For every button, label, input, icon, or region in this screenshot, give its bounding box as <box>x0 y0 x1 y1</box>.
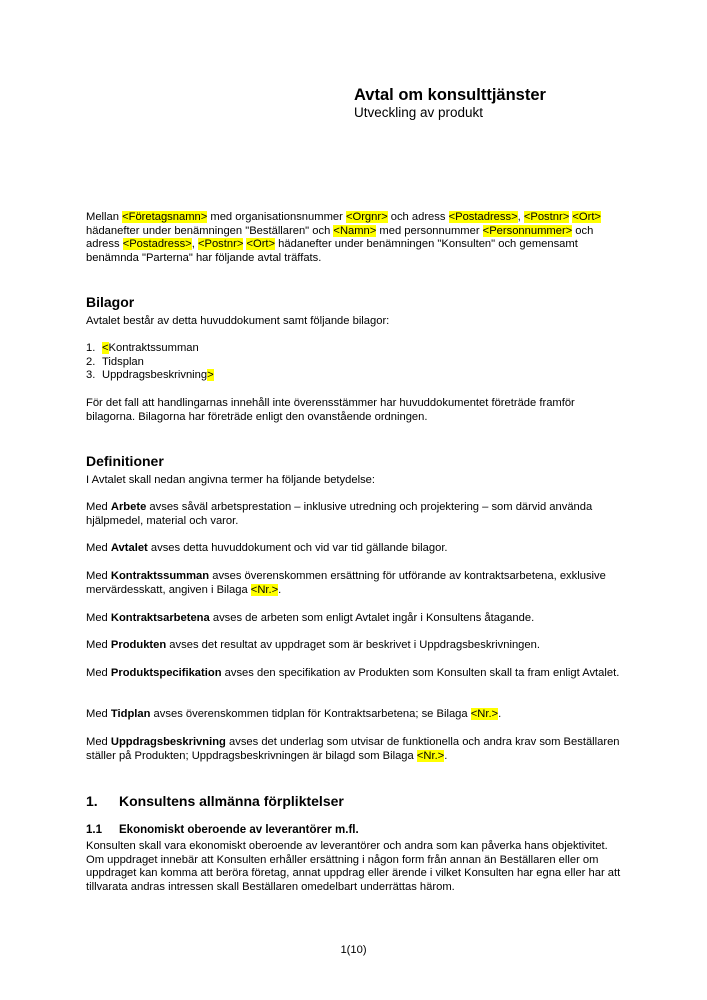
placeholder-field: <Ort> <box>246 238 276 251</box>
definition-text: Med <box>86 542 111 554</box>
definition-item <box>86 639 626 653</box>
definition-text: Med <box>86 501 111 513</box>
intro-text: och adress <box>86 224 594 251</box>
document-title: Avtal om konsulttjänster <box>354 86 546 104</box>
placeholder-field: <Personnummer> <box>482 224 573 237</box>
list-number: 3. <box>86 369 96 382</box>
intro-text: hädanefter under benämningen "Konsulten" och gemensamt benämnda "Parterna" har följande avtal träffats. <box>86 238 578 265</box>
placeholder-field: < <box>102 342 109 354</box>
definition-text: Med <box>86 736 111 748</box>
intro-text: Mellan <box>86 211 123 223</box>
section-number: 1. <box>86 793 98 809</box>
definition-term: Uppdragsbeskrivning <box>110 736 226 748</box>
definition-term: Avtalet <box>110 542 148 554</box>
page-number: 1(10) <box>340 944 367 956</box>
placeholder-field: <Nr.> <box>250 583 279 596</box>
definition-text: avses den specifikation av Produkten som Konsulten skall ta fram enligt Avtalet. <box>221 667 620 679</box>
list-text: Uppdragsbeskrivning <box>102 369 208 382</box>
list-item <box>86 369 214 383</box>
placeholder-field: <Namn> <box>333 224 377 237</box>
definition-text: Med <box>86 639 111 651</box>
placeholder-field: <Postadress> <box>122 238 192 251</box>
definition-text: . <box>498 708 502 720</box>
definition-text: avses det underlag som utvisar de funktionella och andra krav som Beställaren ställer på Produkten; Uppdragsbeskrivningen är bilagd som Bilaga <box>86 736 620 762</box>
heading-definitioner: Definitioner <box>86 453 164 469</box>
definition-text: . <box>444 749 448 762</box>
placeholder-field: <Nr.> <box>470 708 499 720</box>
definition-term: Kontraktssumman <box>110 570 210 582</box>
definition-term: Kontraktsarbetena <box>110 612 210 624</box>
intro-text: hädanefter under benämningen "Beställaren" och <box>86 224 334 237</box>
definition-item <box>86 501 626 528</box>
placeholder-field: <Postnr> <box>523 211 570 223</box>
definitioner-intro: I Avtalet skall nedan angivna termer ha följande betydelse: <box>86 474 375 486</box>
definition-text: avses överenskommen ersättning för utförande av kontraktsarbetena, exklusive mervärdesskatt, angiven i Bilaga <box>86 570 606 596</box>
list-text: Tidsplan <box>102 355 144 368</box>
list-number: 1. <box>86 342 96 354</box>
placeholder-field: <Företagsnamn> <box>122 211 208 223</box>
definition-term: Produkten <box>110 639 167 651</box>
placeholder-field: <Postadress> <box>448 211 518 223</box>
definition-term: Arbete <box>110 501 147 513</box>
intro-text: med personnummer <box>376 224 483 237</box>
definition-text: Med <box>86 570 111 582</box>
heading-bilagor: Bilagor <box>86 294 135 310</box>
definition-text: . <box>278 583 282 596</box>
list-number: 2. <box>86 355 96 368</box>
definition-text: Med <box>86 708 111 720</box>
definition-text: avses såväl arbetsprestation – inklusive utredning och projektering – som därvid använda hjälpmedel, material och varor. <box>86 501 593 527</box>
bilagor-note: För det fall att handlingarnas innehåll inte överensstämmer har huvuddokumentet företräde framför bilagorna. Bilagorna har företräde enligt den ovanstående ordningen. <box>86 397 575 423</box>
subsection-text: Konsulten skall vara ekonomiskt oberoende av leverantörer och andra som kan påverka hans objektivitet. Om uppdraget innebär att Konsulten erhåller ersättning i någon form från annan än Beställaren eller om uppdraget kan komma att beröra företag, annat uppdrag eller ärende i vilket Konsulten har egna eller har att tillvarata andras intressen skall Beställaren omedelbart underrättas härom. <box>86 840 621 894</box>
placeholder-field: <Nr.> <box>416 749 445 762</box>
definition-text: avses detta huvuddokument och vid var tid gällande bilagor. <box>147 542 448 554</box>
definition-text: Med <box>86 612 111 624</box>
placeholder-field: <Ort> <box>572 211 601 223</box>
intro-text: med organisationsnummer <box>207 211 346 223</box>
section-heading: Konsultens allmänna förpliktelser <box>119 793 344 809</box>
intro-paragraph <box>86 211 626 266</box>
bilagor-list <box>86 342 214 383</box>
list-item <box>86 342 214 356</box>
definition-term: Produktspecifikation <box>110 667 222 679</box>
definition-item <box>86 542 626 556</box>
definition-text: avses det resultat av uppdraget som är beskrivet i Uppdragsbeskrivningen. <box>166 639 540 651</box>
list-text: Kontraktssumman <box>108 342 199 354</box>
placeholder-field: > <box>207 369 214 382</box>
intro-text: och adress <box>387 211 449 223</box>
list-item <box>86 356 214 370</box>
document-subtitle: Utveckling av produkt <box>354 105 484 120</box>
definition-item <box>86 736 626 763</box>
intro-text: , <box>191 238 198 251</box>
definition-item <box>86 570 626 597</box>
definition-text: avses de arbeten som enligt Avtalet ingår i Konsultens åtagande. <box>209 612 535 624</box>
intro-text: , <box>517 211 524 223</box>
placeholder-field: <Orgnr> <box>345 211 388 223</box>
definition-item <box>86 612 626 626</box>
definition-item <box>86 708 626 722</box>
placeholder-field: <Postnr> <box>197 238 244 251</box>
definition-item <box>86 667 626 681</box>
definition-term: Tidplan <box>110 708 151 720</box>
definition-text: Med <box>86 667 111 679</box>
bilagor-intro: Avtalet består av detta huvuddokument samt följande bilagor: <box>86 315 390 327</box>
subsection-number: 1.1 <box>86 824 102 836</box>
definition-text: avses överenskommen tidplan för Kontraktsarbetena; se Bilaga <box>150 708 471 720</box>
subsection-heading: Ekonomiskt oberoende av leverantörer m.fl. <box>119 824 359 836</box>
